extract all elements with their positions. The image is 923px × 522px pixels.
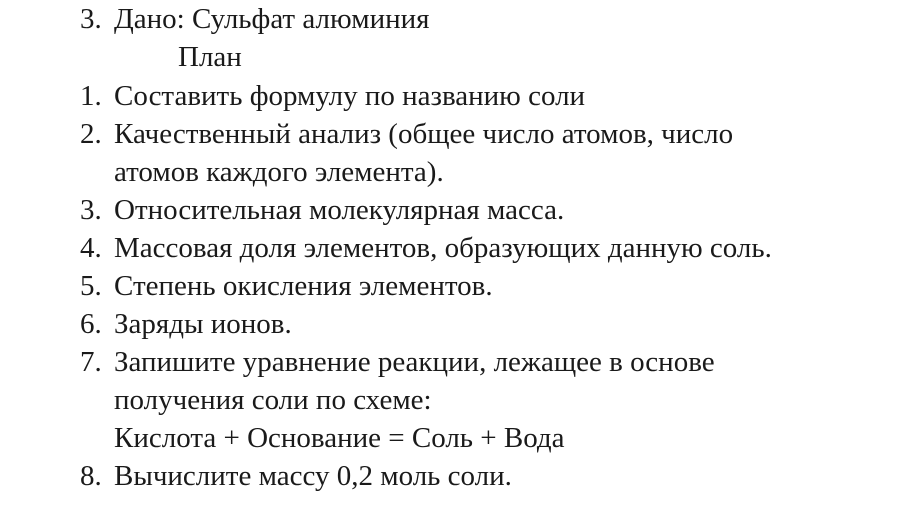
plan-item-4 — [80, 229, 772, 267]
plan-item-2 — [80, 115, 733, 153]
plan-item-7-continuation: получения соли по схеме: — [114, 384, 432, 416]
plan-item-3 — [80, 191, 564, 229]
reaction-scheme: Кислота + Основание = Соль + Вода — [114, 422, 565, 454]
plan-item-7 — [80, 343, 715, 381]
plan-item-text: Качественный анализ (общее число атомов, число — [114, 118, 734, 150]
plan-item-text: Массовая доля элементов, образующих данную соль. — [114, 232, 772, 264]
plan-item-text: Вычислите массу 0,2 моль соли. — [114, 460, 512, 492]
plan-item-2-continuation: атомов каждого элемента). — [114, 156, 444, 188]
plan-item-text: Запишите уравнение реакции, лежащее в основе — [114, 346, 715, 378]
plan-title: План — [178, 41, 242, 73]
plan-item-number: 8. — [80, 460, 102, 492]
plan-item-6 — [80, 305, 292, 343]
plan-item-number: 4. — [80, 232, 102, 264]
plan-item-text: Заряды ионов. — [114, 308, 292, 340]
plan-item-8 — [80, 457, 512, 495]
plan-item-number: 5. — [80, 270, 102, 302]
plan-item-text: Относительная молекулярная масса. — [114, 194, 565, 226]
plan-item-number: 6. — [80, 308, 102, 340]
plan-item-1 — [80, 77, 585, 115]
plan-item-number: 2. — [80, 118, 102, 150]
task-number: 3. — [80, 3, 102, 35]
plan-item-5 — [80, 267, 493, 305]
task-heading-text: Дано: Сульфат алюминия — [114, 3, 430, 35]
plan-item-text: Степень окисления элементов. — [114, 270, 493, 302]
plan-item-number: 7. — [80, 346, 102, 378]
plan-item-number: 1. — [80, 80, 102, 112]
plan-item-text: Составить формулу по названию соли — [114, 80, 586, 112]
task-heading — [80, 0, 430, 38]
plan-item-number: 3. — [80, 194, 102, 226]
